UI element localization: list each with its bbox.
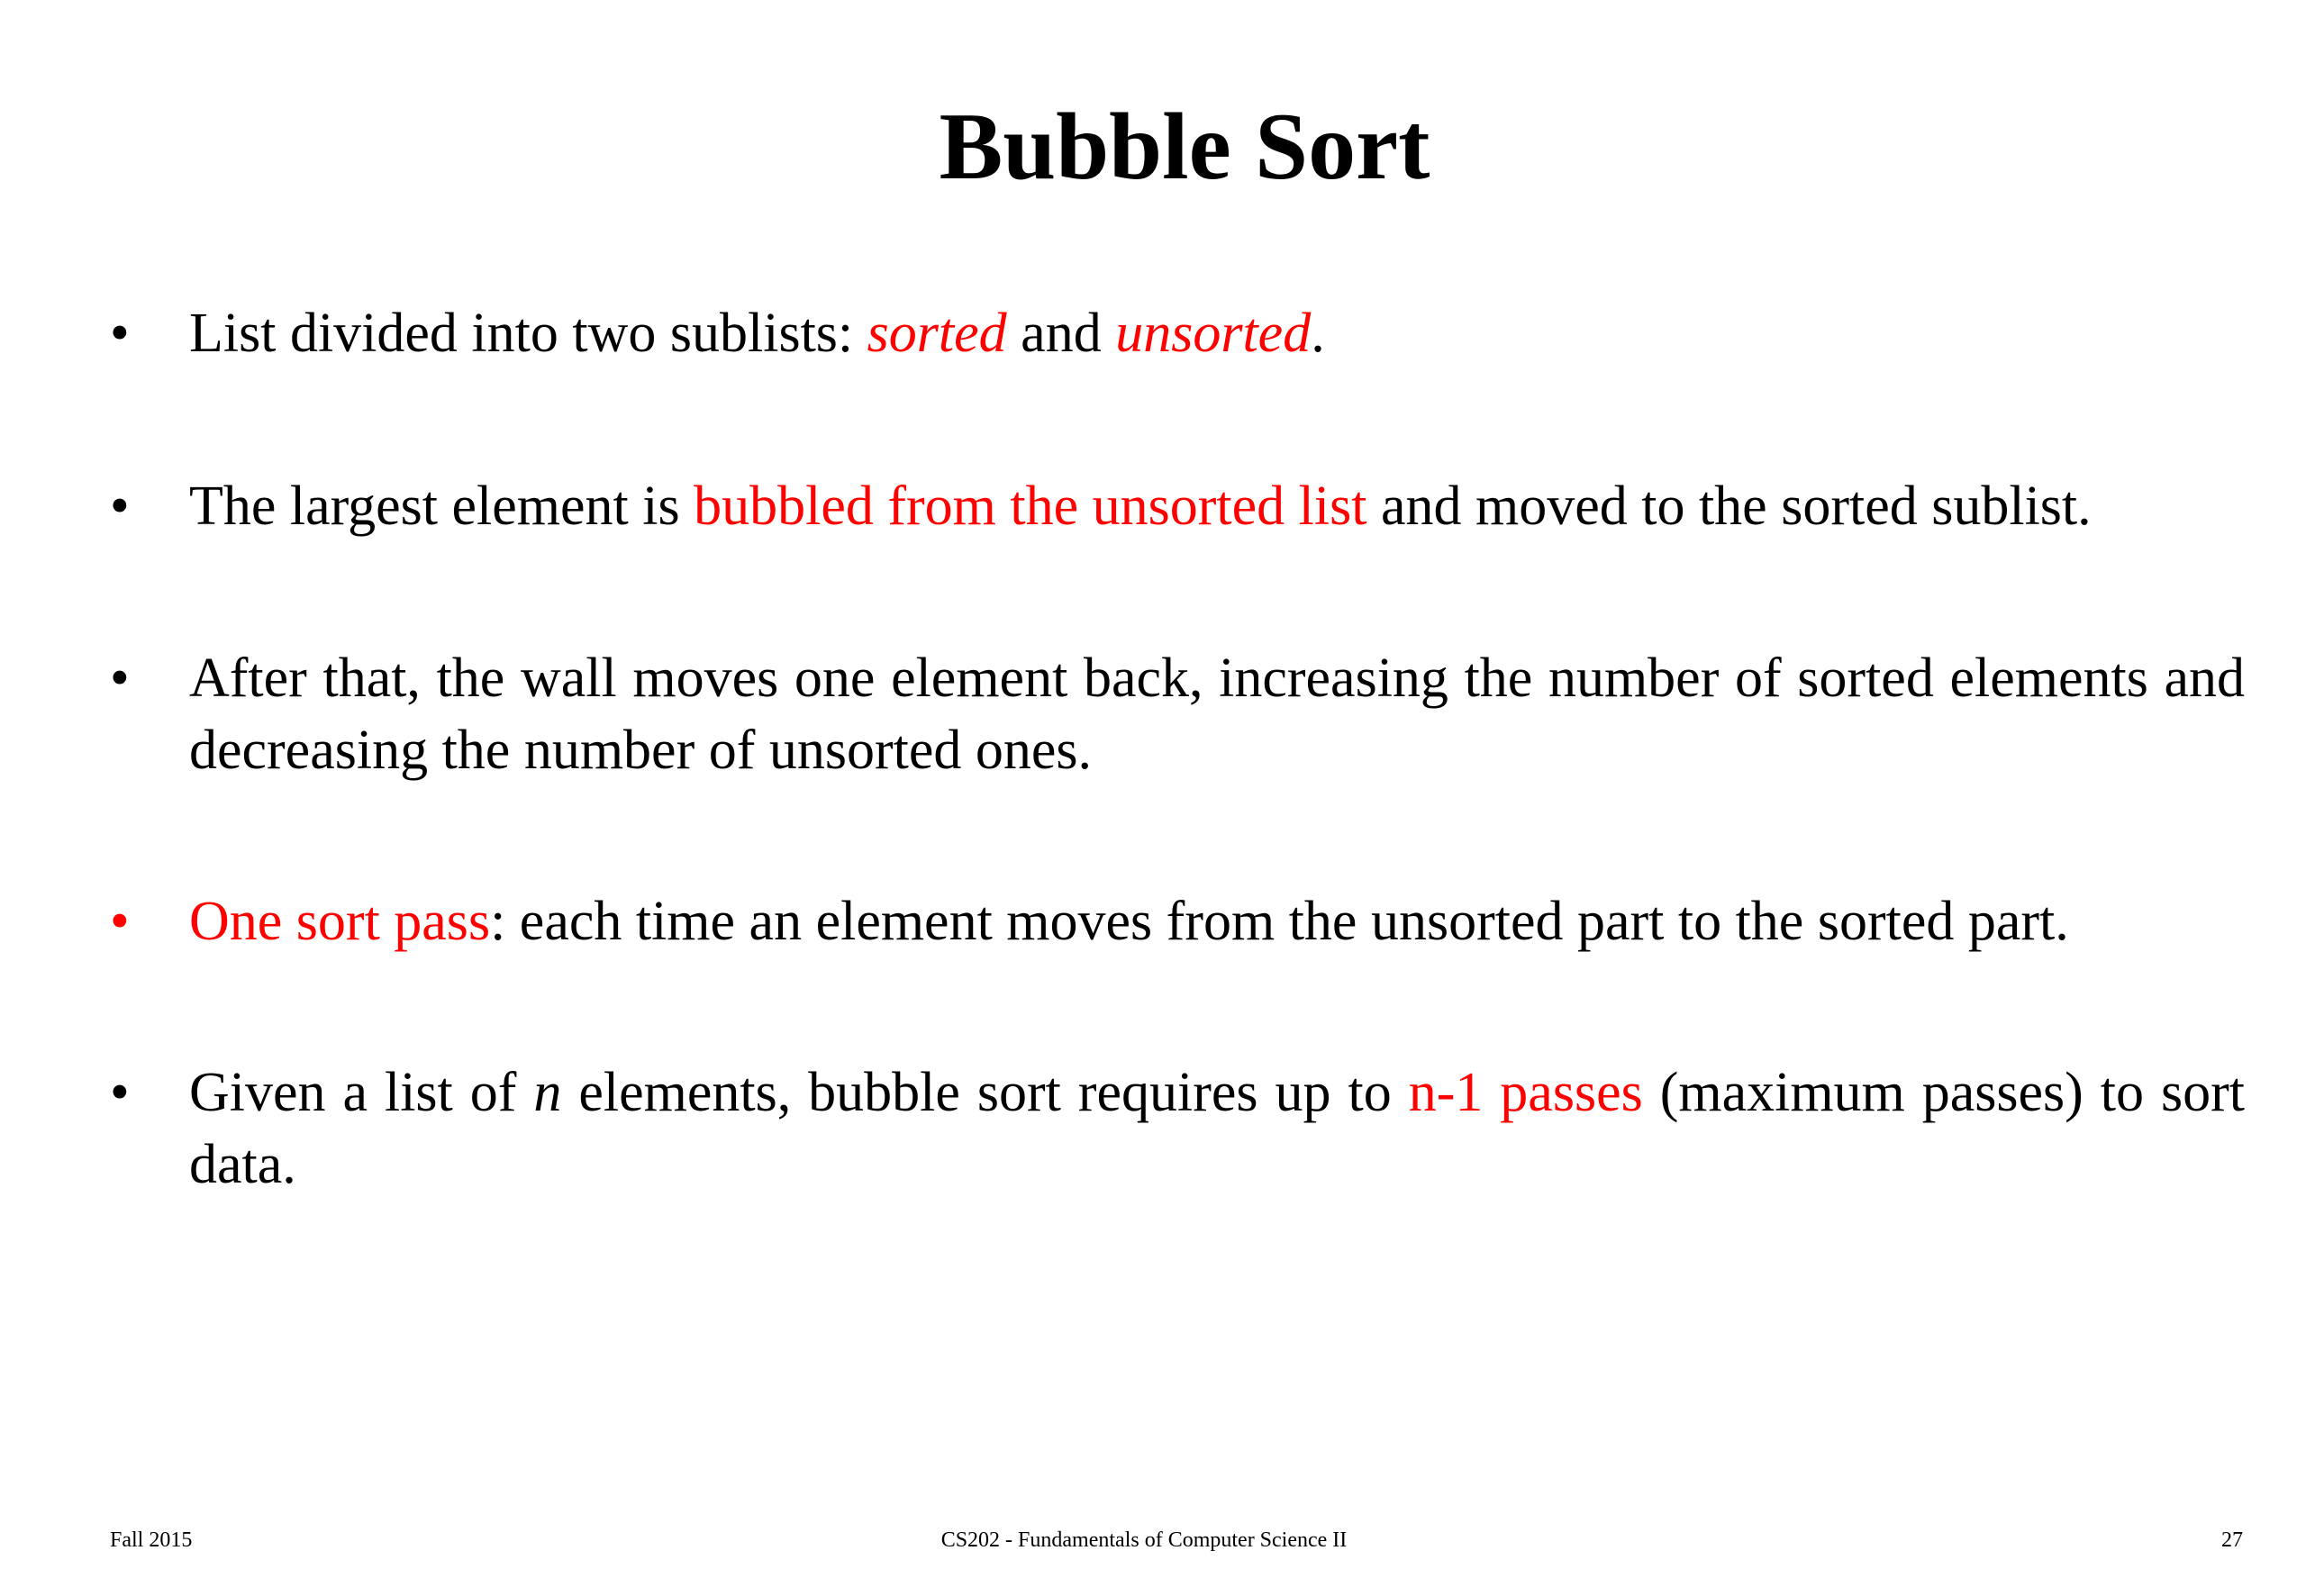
slide-title: Bubble Sort [939, 94, 1430, 199]
bullet-text: and [1006, 303, 1116, 364]
footer-course: CS202 - Fundamentals of Computer Science II [940, 1528, 1348, 1552]
bullet-item-sublists [110, 297, 2245, 369]
bullet-text: List divided into two sublists: [189, 303, 867, 364]
bullet-dot: • [110, 648, 130, 709]
variable-n: n [533, 1062, 562, 1123]
footer-page-number: 27 [2221, 1528, 2243, 1552]
highlight-one-sort-pass: One sort pass [189, 891, 491, 952]
bullet-item-max-passes [110, 1056, 2245, 1201]
bullet-text: The largest element is [189, 476, 695, 537]
bullet-item-sort-pass [110, 885, 2245, 957]
bullet-text: and moved to the sorted sublist. [1366, 476, 2092, 537]
bullet-dot: • [110, 476, 130, 537]
bullet-dot: • [110, 1062, 130, 1123]
bullet-text: : each time an element moves from the unsorted part to the sorted part. [490, 891, 2069, 952]
bullet-item-largest-element [110, 470, 2245, 542]
bullet-item-wall-moves [110, 642, 2245, 786]
highlight-sorted: sorted [867, 303, 1007, 364]
footer-date: Fall 2015 [110, 1528, 193, 1552]
bullet-text: . [1311, 303, 1325, 364]
bullet-text: (maximum passes) to sort data. [189, 1062, 2245, 1195]
highlight-n-1-passes: n-1 passes [1408, 1062, 1643, 1123]
highlight-unsorted: unsorted [1115, 303, 1312, 364]
bullet-dot: • [110, 303, 130, 364]
bullet-text: After that, the wall moves one element back, increasing the number of sorted elements and decreasing the number of unsorted ones. [189, 648, 2245, 781]
highlight-bubbled: bubbled from the unsorted list [694, 476, 1367, 537]
bullet-dot-red: • [110, 891, 130, 952]
bullet-text: Given a list of [189, 1062, 534, 1123]
bullet-text: elements, bubble sort requires up to [561, 1062, 1409, 1123]
